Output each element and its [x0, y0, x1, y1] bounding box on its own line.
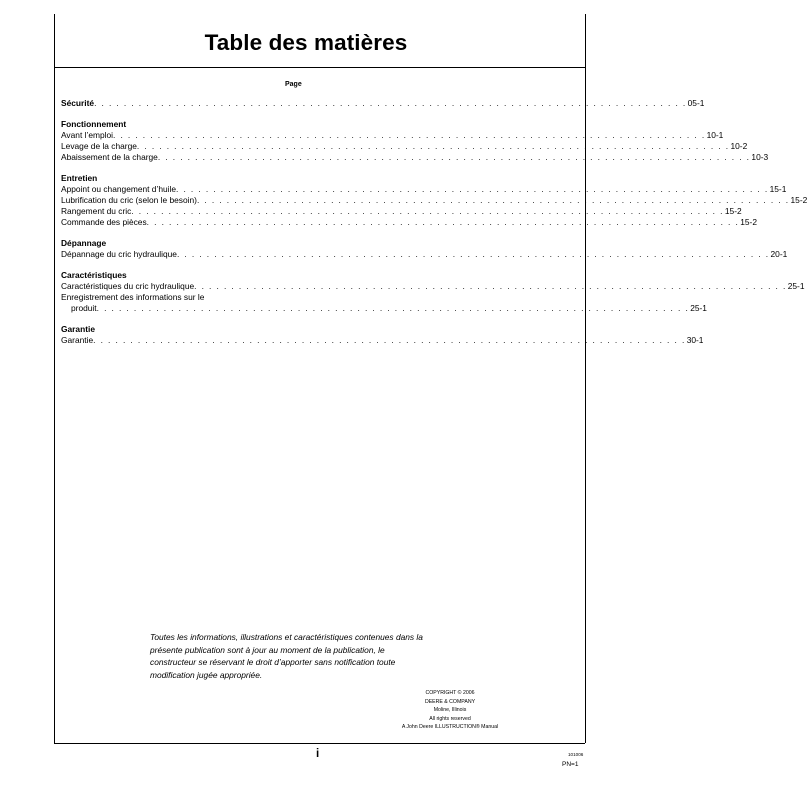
copyright-block [380, 689, 520, 732]
document-code: 101006 [568, 752, 584, 757]
toc-section [61, 98, 705, 109]
toc-entry-page: 15-1 [769, 184, 787, 194]
toc-section [61, 238, 788, 260]
toc-entry [61, 281, 805, 292]
toc-entry-label: Rangement du cric [61, 206, 132, 216]
dot-leader: . . . . . . . . . . . . . . . . . . . . . . . . . . . . . . . . . . . . . . . . . . . . . . . . . . . . . . . . . . . . . . . . . . . . . . . . . . . . . . . . [196, 195, 790, 205]
toc-entry [61, 195, 807, 206]
page-number: i [316, 748, 320, 760]
toc-section [61, 324, 704, 346]
toc-entry-page: 20-1 [770, 249, 788, 259]
toc-entry-page: 05-1 [687, 98, 705, 108]
copyright-line: DEERE & COMPANY [424, 698, 476, 705]
table-of-contents [61, 98, 807, 356]
toc-entry-page: 10-3 [751, 152, 769, 162]
toc-section-heading: Fonctionnement [61, 119, 127, 129]
toc-entry-label: Dépannage du cric hydraulique [61, 249, 177, 259]
copyright-line: Moline, Illinois [433, 707, 467, 713]
toc-entry [61, 217, 757, 228]
toc-entry [61, 130, 724, 141]
notice-line: Toutes les informations, illustrations et caractéristiques contenues dans la [150, 632, 423, 642]
dot-leader: . . . . . . . . . . . . . . . . . . . . . . . . . . . . . . . . . . . . . . . . . . . . . . . . . . . . . . . . . . . . . . . . . . . . . . . . . . . . . . . . [131, 206, 724, 216]
dot-leader: . . . . . . . . . . . . . . . . . . . . . . . . . . . . . . . . . . . . . . . . . . . . . . . . . . . . . . . . . . . . . . . . . . . . . . . . . . . . . . . . [112, 130, 706, 140]
dot-leader: . . . . . . . . . . . . . . . . . . . . . . . . . . . . . . . . . . . . . . . . . . . . . . . . . . . . . . . . . . . . . . . . . . . . . . . . . . . . . . . . [146, 217, 740, 227]
copyright-line: All rights reserved [429, 715, 471, 722]
toc-entry-label: Caractéristiques du cric hydraulique [61, 281, 195, 291]
toc-section [61, 119, 769, 163]
page-column-header: Page [285, 81, 302, 88]
toc-section-heading: Entretien [61, 173, 98, 183]
dot-leader: . . . . . . . . . . . . . . . . . . . . . . . . . . . . . . . . . . . . . . . . . . . . . . . . . . . . . . . . . . . . . . . . . . . . . . . . . . . . . . . . [157, 152, 751, 162]
toc-entry-label: Appoint ou changement d’huile [61, 184, 177, 194]
notice-line: constructeur se réservant le droit d’apporter sans notification toute [150, 657, 396, 667]
toc-section [61, 270, 805, 314]
toc-entry [61, 335, 704, 346]
toc-entry [61, 206, 742, 217]
toc-entry [61, 249, 788, 260]
dot-leader: . . . . . . . . . . . . . . . . . . . . . . . . . . . . . . . . . . . . . . . . . . . . . . . . . . . . . . . . . . . . . . . . . . . . . . . . . . . . . . . . [176, 249, 770, 259]
toc-entry-label: Avant l’emploi [61, 130, 113, 140]
toc-section-heading: Caractéristiques [61, 270, 127, 280]
toc-entry [61, 98, 705, 109]
toc-section-heading: Dépannage [61, 238, 107, 248]
toc-entry-page: 25-1 [690, 303, 707, 313]
dot-leader: . . . . . . . . . . . . . . . . . . . . . . . . . . . . . . . . . . . . . . . . . . . . . . . . . . . . . . . . . . . . . . . . . . . . . . . . . . . . . . . . [136, 141, 730, 151]
page-title: Table des matières [204, 30, 408, 55]
dot-leader: . . . . . . . . . . . . . . . . . . . . . . . . . . . . . . . . . . . . . . . . . . . . . . . . . . . . . . . . . . . . . . . . . . . . . . . . . . . . . . . . [93, 335, 686, 345]
toc-entry-label: Sécurité [61, 98, 95, 108]
toc-entry-label: Commande des pièces [61, 217, 147, 227]
toc-entry-page: 25-1 [787, 281, 805, 291]
toc-entry-page: 15-2 [740, 217, 757, 227]
toc-entry-page: 15-2 [790, 195, 807, 205]
copyright-line: COPYRIGHT © 2006 [425, 690, 475, 696]
toc-entry [61, 303, 707, 314]
toc-entry-page: 30-1 [686, 335, 704, 345]
publication-notice [150, 631, 495, 681]
toc-entry-label: produit [71, 303, 97, 313]
toc-section-heading: Garantie [61, 324, 95, 334]
toc-entry [61, 184, 787, 195]
toc-entry-label: Abaissement de la charge [61, 152, 158, 162]
dot-leader: . . . . . . . . . . . . . . . . . . . . . . . . . . . . . . . . . . . . . . . . . . . . . . . . . . . . . . . . . . . . . . . . . . . . . . . . . . . . . . . . [176, 184, 769, 194]
dot-leader: . . . . . . . . . . . . . . . . . . . . . . . . . . . . . . . . . . . . . . . . . . . . . . . . . . . . . . . . . . . . . . . . . . . . . . . . . . . . . . . . [94, 98, 687, 108]
toc-entry-label: Garantie [61, 335, 94, 345]
toc-entry-page: 10-1 [706, 130, 724, 140]
notice-line: modification jugée appropriée. [150, 669, 263, 680]
dot-leader: . . . . . . . . . . . . . . . . . . . . . . . . . . . . . . . . . . . . . . . . . . . . . . . . . . . . . . . . . . . . . . . . . . . . . . . . . . . . . . . . [194, 281, 787, 291]
toc-section [61, 173, 807, 228]
toc-entry-label: Lubrification du cric (selon le besoin) [61, 195, 197, 205]
notice-line: présente publication sont à jour au moment de la publication, le [150, 644, 385, 655]
toc-entry-label: Levage de la charge [61, 141, 137, 151]
toc-entry-page: 15-2 [724, 206, 742, 216]
pn-label: PN=1 [562, 761, 579, 768]
toc-entry [61, 152, 769, 163]
copyright-line: A John Deere ILLUSTRUCTION® Manual [401, 724, 499, 730]
dot-leader: . . . . . . . . . . . . . . . . . . . . . . . . . . . . . . . . . . . . . . . . . . . . . . . . . . . . . . . . . . . . . . . . . . . . . . . . . . . . . . . . [96, 303, 690, 313]
toc-entry [61, 292, 301, 303]
toc-entry-page: 10-2 [730, 141, 748, 151]
toc-entry [61, 141, 748, 152]
footer-divider [54, 743, 585, 744]
toc-entry-label: Enregistrement des informations sur le [61, 292, 205, 302]
